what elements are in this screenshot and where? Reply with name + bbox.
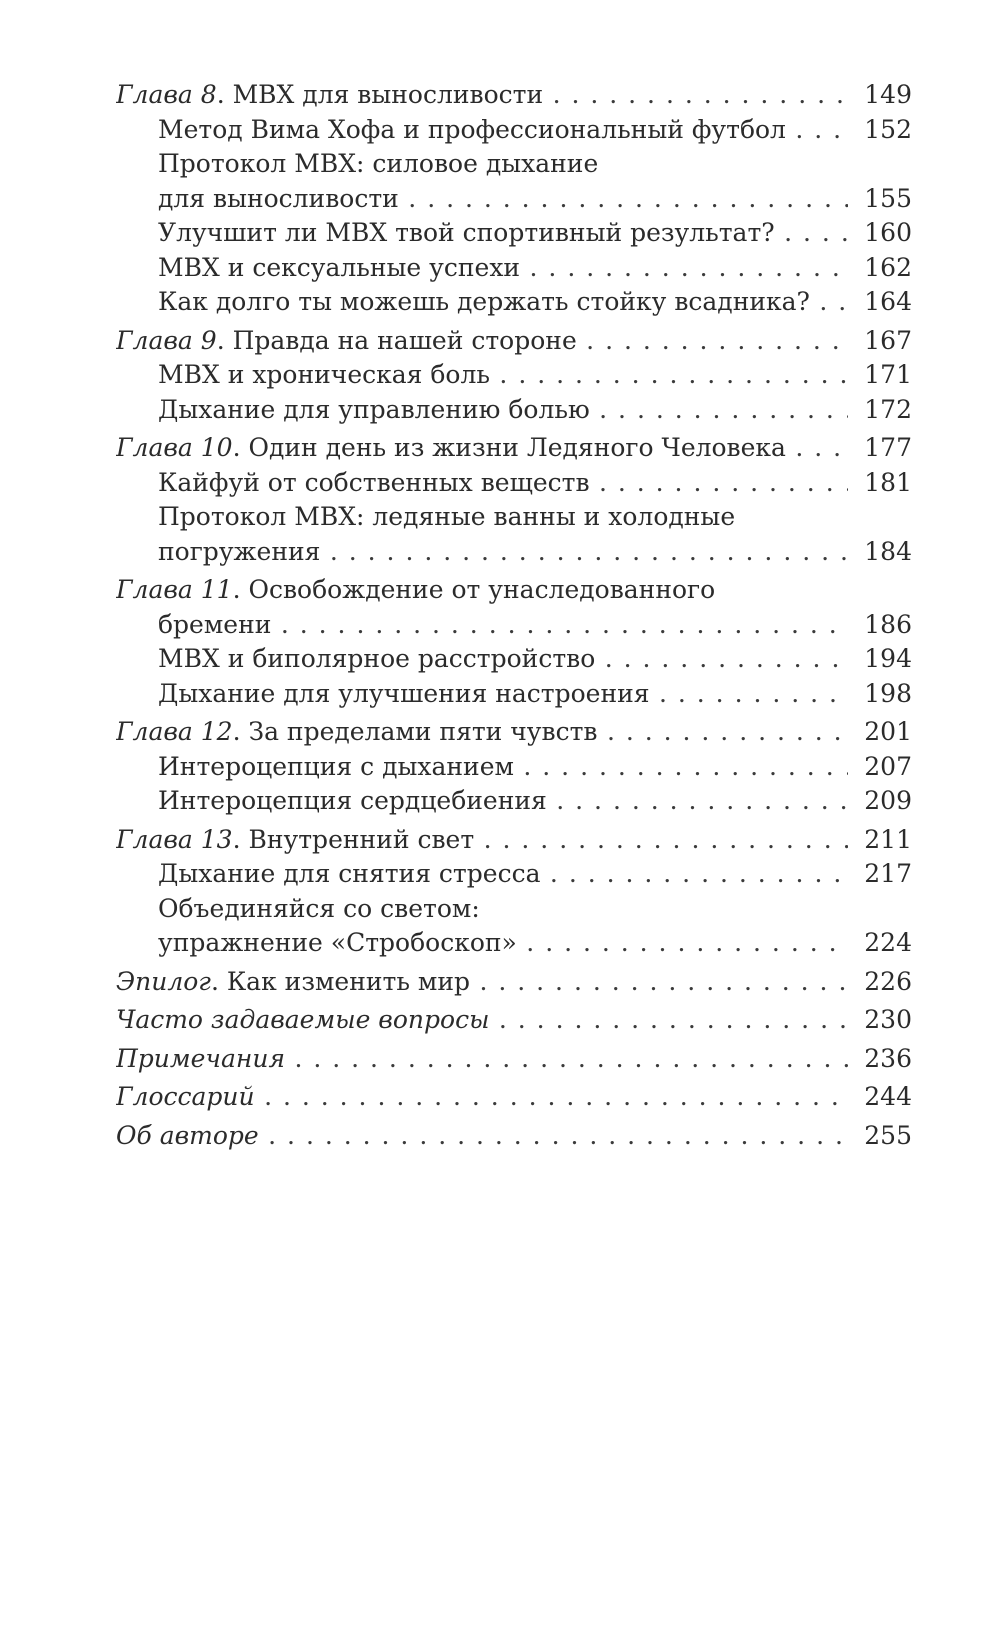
chapter-label: Глава 9	[116, 325, 217, 355]
toc-glossary	[116, 1080, 912, 1115]
toc-subentry[interactable]	[116, 251, 912, 286]
page-number: 211	[864, 824, 912, 854]
toc-subentry-line1[interactable]	[116, 147, 912, 182]
page-number: 167	[864, 325, 912, 355]
page-number: 217	[864, 859, 912, 888]
section-title: Дыхание для улучшения настроения	[158, 678, 650, 708]
toc-entry[interactable]	[116, 1042, 912, 1077]
page-number: 171	[864, 360, 912, 389]
page-number: 184	[864, 536, 912, 566]
toc-faq	[116, 1003, 912, 1038]
section-title: МВХ и хроническая боль	[158, 360, 490, 389]
toc-entry[interactable]	[116, 78, 912, 113]
toc-subentry[interactable]	[116, 358, 912, 393]
chapter-label: Часто задаваемые вопросы	[116, 1005, 490, 1034]
page-number: 164	[864, 287, 912, 316]
chapter-label: Глава 10	[116, 433, 233, 462]
page-number: 226	[864, 966, 912, 996]
toc-chapter-11	[116, 573, 912, 711]
toc-chapter-10	[116, 431, 912, 569]
toc-subentry[interactable]	[116, 285, 912, 320]
toc-entry[interactable]	[116, 324, 912, 359]
toc-subentry[interactable]	[116, 535, 912, 570]
section-title: Кайфуй от собственных веществ	[158, 467, 590, 497]
toc-about-author	[116, 1119, 912, 1154]
table-of-contents	[116, 78, 912, 1157]
toc-subentry-line1[interactable]	[116, 892, 912, 927]
chapter-label: Глава 11	[116, 575, 233, 604]
page-number: 186	[864, 609, 912, 639]
section-title: Интероцепция сердцебиения	[158, 786, 547, 815]
section-title: для выносливости	[158, 183, 399, 213]
section-title: погружения	[158, 536, 321, 566]
toc-subentry[interactable]	[116, 784, 912, 819]
section-title: Дыхание для снятия стресса	[158, 859, 541, 888]
page-number: 177	[864, 433, 912, 462]
page-number: 224	[864, 928, 912, 957]
section-title-line1: Протокол МВХ: силовое дыхание	[158, 149, 599, 178]
toc-subentry[interactable]	[116, 677, 912, 712]
toc-subentry[interactable]	[116, 216, 912, 251]
chapter-label: Об авторе	[116, 1120, 259, 1150]
toc-subentry[interactable]	[116, 113, 912, 148]
page-number: 209	[864, 786, 912, 815]
toc-subentry[interactable]	[116, 926, 912, 961]
chapter-title: . Внутренний свет	[232, 824, 475, 854]
toc-entry[interactable]	[116, 823, 912, 858]
chapter-title: . МВХ для выносливости	[216, 80, 544, 109]
toc-epilogue	[116, 965, 912, 1000]
toc-entry[interactable]	[116, 1119, 912, 1154]
toc-subentry[interactable]	[116, 857, 912, 892]
section-title-line1: Объединяйся со светом:	[158, 893, 480, 923]
toc-subentry[interactable]	[116, 182, 912, 217]
section-title: Улучшит ли МВХ твой спортивный результат?	[158, 218, 775, 247]
toc-notes	[116, 1042, 912, 1077]
toc-entry[interactable]	[116, 1080, 912, 1115]
chapter-title: бремени	[158, 609, 272, 639]
page-number: 160	[864, 218, 912, 247]
section-title: Метод Вима Хофа и профессиональный футбол	[158, 114, 786, 144]
page-number: 255	[864, 1120, 912, 1150]
toc-entry[interactable]	[116, 608, 912, 643]
page-number: 181	[864, 467, 912, 497]
toc-chapter-12	[116, 715, 912, 819]
chapter-label: Глава 12	[116, 717, 233, 746]
chapter-label: Глава 13	[116, 824, 233, 854]
chapter-title: . Правда на нашей стороне	[216, 325, 577, 355]
toc-chapter-13	[116, 823, 912, 961]
toc-entry[interactable]	[116, 1003, 912, 1038]
page-number: 198	[864, 678, 912, 708]
section-title: Интероцепция с дыханием	[158, 751, 514, 781]
section-title: Как долго ты можешь держать стойку всадника?	[158, 287, 810, 316]
toc-chapter-9	[116, 324, 912, 428]
page-number: 172	[864, 394, 912, 424]
toc-entry[interactable]	[116, 715, 912, 750]
toc-chapter-8	[116, 78, 912, 320]
chapter-title: . Один день из жизни Ледяного Человека	[232, 433, 786, 462]
page-number: 207	[864, 751, 912, 781]
page-number: 155	[864, 183, 912, 213]
section-title: Дыхание для управлению болью	[158, 394, 590, 424]
toc-subentry-line1[interactable]	[116, 500, 912, 535]
page-number: 162	[864, 252, 912, 282]
page-number: 194	[864, 644, 912, 673]
section-title-line1: Протокол МВХ: ледяные ванны и холодные	[158, 502, 736, 531]
page-number: 230	[864, 1005, 912, 1034]
chapter-label: Эпилог	[116, 966, 211, 996]
page-number: 201	[864, 717, 912, 746]
section-title: МВХ и сексуальные успехи	[158, 252, 521, 282]
page-number: 236	[864, 1043, 912, 1073]
page-number: 152	[864, 114, 912, 144]
section-title: упражнение «Стробоскоп»	[158, 928, 517, 957]
chapter-title: . За пределами пяти чувств	[232, 717, 598, 746]
toc-subentry[interactable]	[116, 750, 912, 785]
page-number: 244	[864, 1082, 912, 1111]
toc-entry-line1[interactable]	[116, 573, 912, 608]
chapter-title: . Как изменить мир	[210, 966, 471, 996]
page-number: 149	[864, 80, 912, 109]
toc-subentry[interactable]	[116, 642, 912, 677]
toc-entry[interactable]	[116, 431, 912, 466]
chapter-label: Примечания	[116, 1043, 286, 1073]
section-title: МВХ и биполярное расстройство	[158, 644, 596, 673]
chapter-label: Глоссарий	[116, 1082, 255, 1111]
toc-entry[interactable]	[116, 965, 912, 1000]
toc-subentry[interactable]	[116, 393, 912, 428]
chapter-label: Глава 8	[116, 80, 217, 109]
chapter-title-line1: . Освобождение от унаследованного	[232, 575, 716, 604]
toc-subentry[interactable]	[116, 466, 912, 501]
